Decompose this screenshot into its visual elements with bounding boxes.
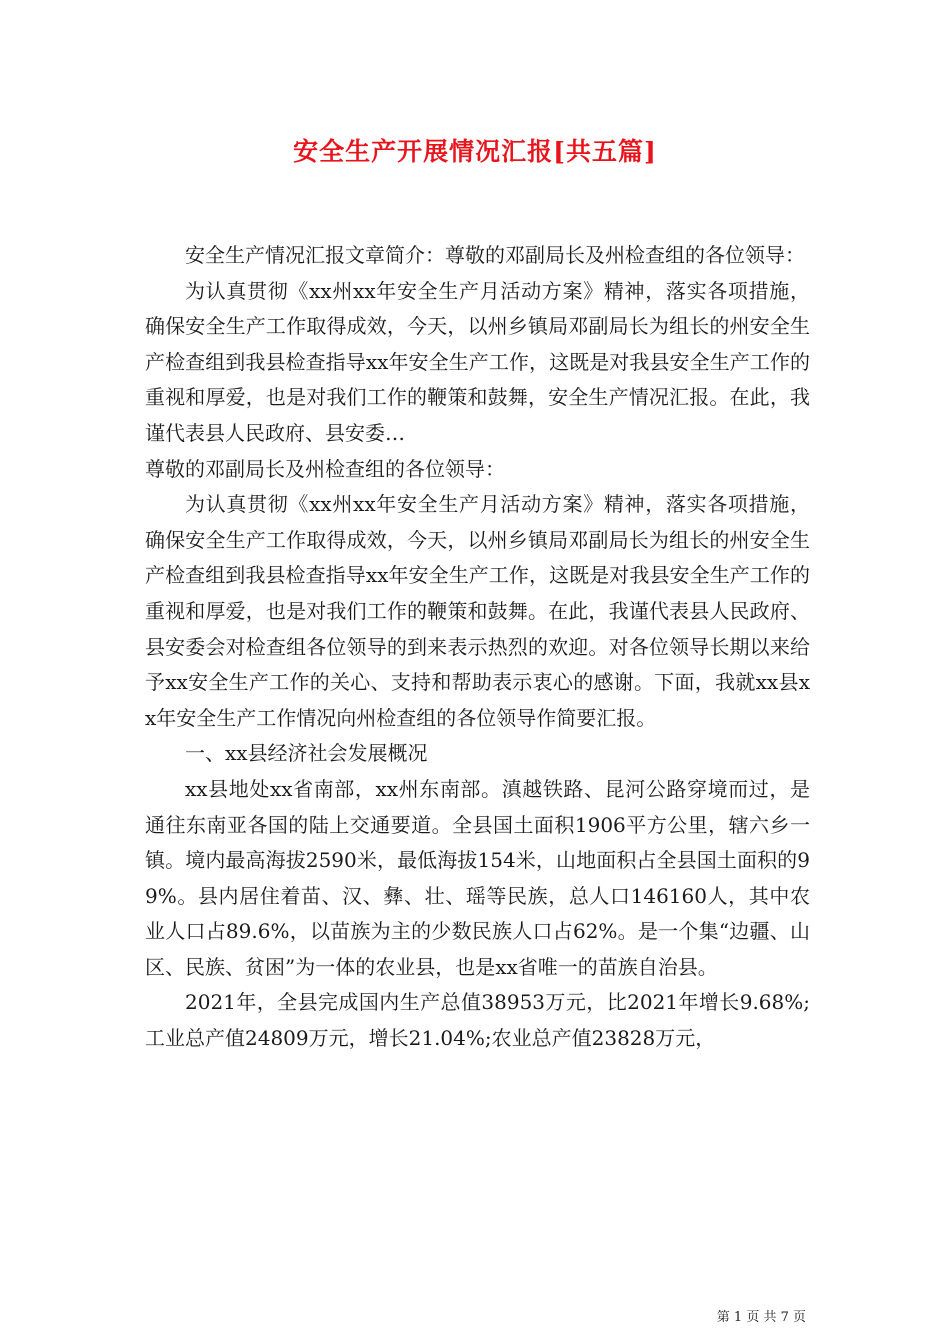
paragraph-summary: 为认真贯彻《xx州xx年安全生产月活动方案》精神，落实各项措施，确保安全生产工作取得成效，今天，以州乡镇局邓副局长为组长的州安全生产检查组到我县检查指导xx年安全生产工作，这既是对我县安全生产工作的重视和厚爱，也是对我们工作的鞭策和鼓舞，安全生产情况汇报。在此，我谨代表县人民政府、县安委… bbox=[145, 278, 810, 445]
page-number: 第 1 页 共 7 页 bbox=[716, 1310, 806, 1325]
section-heading: 一、xx县经济社会发展概况 bbox=[185, 741, 428, 766]
paragraph-salutation: 尊敬的邓副局长及州检查组的各位领导： bbox=[145, 456, 505, 481]
paragraph-economy: 2021年，全县完成国内生产总值38953万元，比2021年增长9.68%;工业总产值24809万元，增长21.04%;农业总产值23828万元， bbox=[145, 990, 810, 1051]
paragraph-opening: 为认真贯彻《xx州xx年安全生产月活动方案》精神，落实各项措施，确保安全生产工作取得成效，今天，以州乡镇局邓副局长为组长的州安全生产检查组到我县检查指导xx年安全生产工作，这既是对我县安全生产工作的重视和厚爱，也是对我们工作的鞭策和鼓舞。在此，我谨代表县人民政府、县安委会对检查组各位领导的到来表示热烈的欢迎。对各位领导长期以来给予xx安全生产工作的关心、支持和帮助表示衷心的感谢。下面，我就xx县xx年安全生产工作情况向州检查组的各位领导作简要汇报。 bbox=[145, 492, 810, 730]
paragraph-intro: 安全生产情况汇报文章简介：尊敬的邓副局长及州检查组的各位领导： bbox=[185, 243, 805, 267]
document-title: 安全生产开展情况汇报[共五篇] bbox=[293, 137, 657, 166]
paragraph-overview: xx县地处xx省南部，xx州东南部。滇越铁路、昆河公路穿境而过，是通往东南亚各国的陆上交通要道。全县国土面积1906平方公里，辖六乡一镇。境内最高海拔2590米，最低海拔154米，山地面积占全县国土面积的99%。县内居住着苗、汉、彝、壮、瑶等民族，总人口146160人，其中农业人口占89.6%，以苗族为主的少数民族人口占62%。是一个集“边疆、山区、民族、贫困”为一体的农业县，也是xx省唯一的苗族自治县。 bbox=[145, 776, 810, 979]
document-body bbox=[145, 238, 810, 1057]
